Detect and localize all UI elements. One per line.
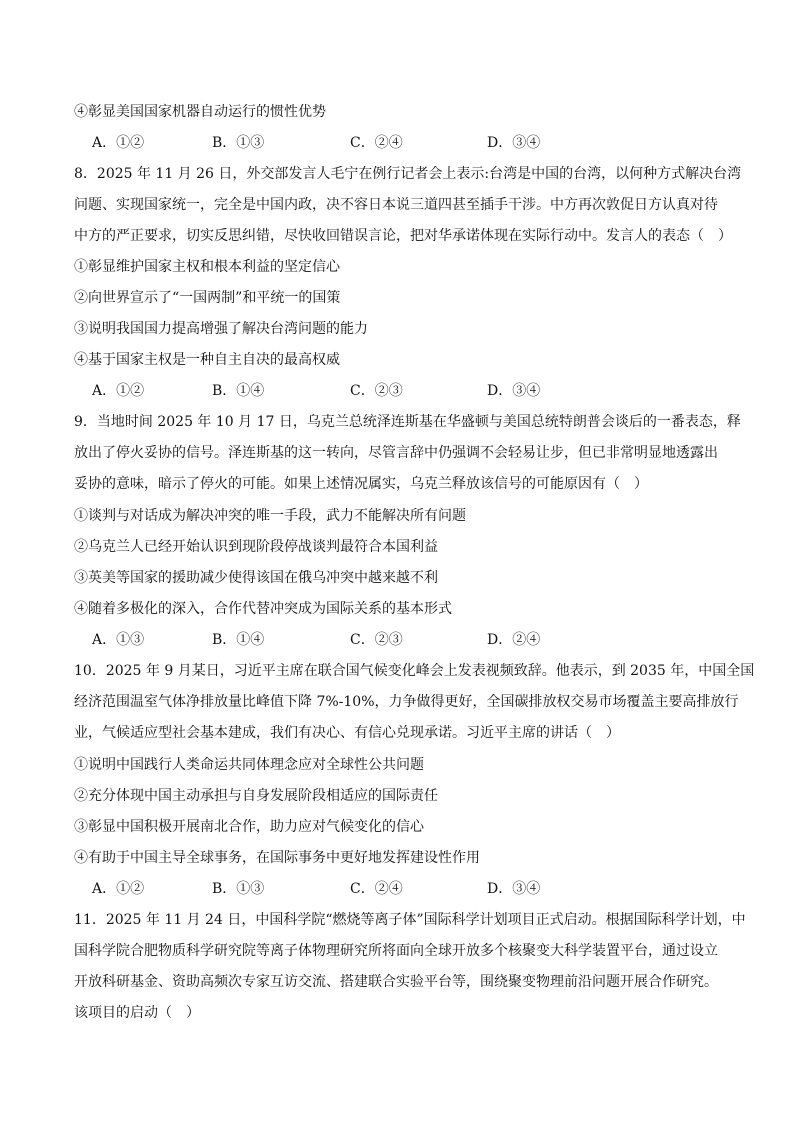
q9-statement-3: ③英美等国家的援助减少使得该国在俄乌冲突中越来越不利 bbox=[74, 570, 438, 586]
q10-statement-3: ③彰显中国积极开展南北合作，助力应对气候变化的信心 bbox=[74, 819, 424, 835]
q11-stem-line-2: 国科学院合肥物质科学研究院等离子体物理研究所将面向全球开放多个核聚变大科学装置平台，通过设立 bbox=[74, 943, 718, 959]
q9-statement-1: ①谈判与对话成为解决冲突的唯一手段，武力不能解决所有问题 bbox=[74, 508, 466, 524]
q7-choice-b: B．①③ bbox=[212, 135, 265, 151]
q8-stem-line-2: 问题、实现国家统一，完全是中国内政，决不容日本说三道四甚至插手干涉。中方再次敦促日方认真对待 bbox=[74, 197, 718, 213]
q8-choice-c: C．②③ bbox=[350, 383, 403, 399]
q9-statement-4: ④随着多极化的深入，合作代替冲突成为国际关系的基本形式 bbox=[74, 601, 452, 617]
q8-statement-1: ①彰显维护国家主权和根本利益的坚定信心 bbox=[74, 259, 340, 275]
q8-stem-line-3: 中方的严正要求，切实反思纠错，尽快收回错误言论，把对华承诺体现在实际行动中。发言人的表态（ ） bbox=[74, 228, 732, 244]
q10-choice-d: D．③④ bbox=[487, 881, 541, 897]
q9-choice-d: D．②④ bbox=[487, 632, 541, 648]
q10-choice-a: A．①② bbox=[92, 881, 145, 897]
q7-choice-d: D．③④ bbox=[487, 135, 541, 151]
q8-choice-a: A．①② bbox=[92, 383, 145, 399]
q9-statement-2: ②乌克兰人已经开始认识到现阶段停战谈判最符合本国利益 bbox=[74, 539, 438, 555]
q8-statement-3: ③说明我国国力提高增强了解决台湾问题的能力 bbox=[74, 321, 368, 337]
q11-stem-line-3: 开放科研基金、资助高频次专家互访交流、搭建联合实验平台等，围绕聚变物理前沿问题开展合作研究。 bbox=[74, 974, 718, 990]
q11-stem-line-4: 该项目的启动（ ） bbox=[74, 1005, 200, 1021]
q7-choice-c: C．②④ bbox=[350, 135, 403, 151]
q8-statement-4: ④基于国家主权是一种自主自决的最高权威 bbox=[74, 352, 340, 368]
q8-choice-d: D．③④ bbox=[487, 383, 541, 399]
q10-choice-c: C．②④ bbox=[350, 881, 403, 897]
q11-stem-line-1: 11．2025 年 11 月 24 日，中国科学院“燃烧等离子体”国际科学计划项目正式启动。根据国际科学计划，中 bbox=[74, 912, 746, 928]
q10-statement-4: ④有助于中国主导全球事务，在国际事务中更好地发挥建设性作用 bbox=[74, 850, 480, 866]
q8-choice-b: B．①④ bbox=[212, 383, 265, 399]
q10-stem-line-1: 10．2025 年 9 月某日，习近平主席在联合国气候变化峰会上发表视频致辞。他表示，到 2035 年，中国全国 bbox=[74, 663, 755, 679]
q9-stem-line-1: 9．当地时间 2025 年 10 月 17 日，乌克兰总统泽连斯基在华盛顿与美国总统特朗普会谈后的一番表态，释 bbox=[74, 414, 741, 430]
q7-statement-4: ④彰显美国国家机器自动运行的惯性优势 bbox=[74, 104, 326, 120]
q10-stem-line-3: 业，气候适应型社会基本建成，我们有决心、有信心兑现承诺。习近平主席的讲话（ ） bbox=[74, 725, 620, 741]
q9-choice-c: C．②③ bbox=[350, 632, 403, 648]
q10-statement-2: ②充分体现中国主动承担与自身发展阶段相适应的国际责任 bbox=[74, 788, 438, 804]
q9-choice-a: A．①③ bbox=[92, 632, 145, 648]
q9-stem-line-2: 放出了停火妥协的信号。泽连斯基的这一转向，尽管言辞中仍强调不会轻易让步，但已非常明显地透露出 bbox=[74, 445, 718, 461]
q10-statement-1: ①说明中国践行人类命运共同体理念应对全球性公共问题 bbox=[74, 757, 424, 773]
q10-choice-b: B．①③ bbox=[212, 881, 265, 897]
q8-statement-2: ②向世界宣示了“一国两制”和平统一的国策 bbox=[74, 290, 341, 306]
q9-stem-line-3: 妥协的意味，暗示了停火的可能。如果上述情况属实，乌克兰释放该信号的可能原因有（ ） bbox=[74, 476, 648, 492]
q8-stem-line-1: 8．2025 年 11 月 26 日，外交部发言人毛宁在例行记者会上表示:台湾是中国的台湾，以何种方式解决台湾 bbox=[74, 166, 742, 182]
q10-stem-line-2: 经济范围温室气体净排放量比峰值下降 7%-10%，力争做得更好，全国碳排放权交易市场覆盖主要高排放行 bbox=[74, 694, 739, 710]
q9-choice-b: B．①④ bbox=[212, 632, 265, 648]
q7-choice-a: A．①② bbox=[92, 135, 145, 151]
